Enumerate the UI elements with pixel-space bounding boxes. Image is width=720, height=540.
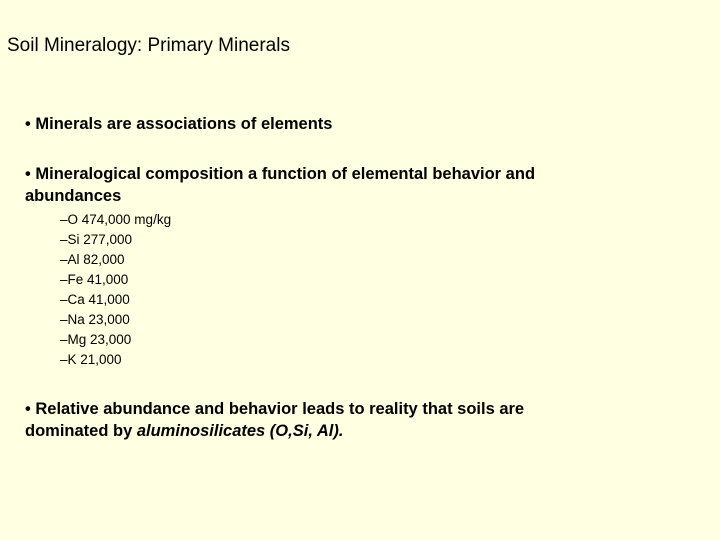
bullet-minerals-associations: • Minerals are associations of elements (25, 115, 333, 133)
bullet-mineralogical-composition: • Mineralogical composition a function of elemental behavior and abundances (25, 165, 536, 205)
slide-title: Soil Mineralogy: Primary Minerals (7, 35, 290, 56)
abundance-item-o: –O 474,000 mg/kg (60, 212, 172, 227)
element-abundance-list (60, 210, 171, 370)
abundance-item-ca: –Ca 41,000 (60, 292, 130, 307)
bullet-relative-abundance-text: • Relative abundance and behavior leads to reality that soils are dominated by (25, 400, 525, 440)
aluminosilicates-emphasis: aluminosilicates (O,Si, Al). (136, 422, 344, 440)
abundance-item-si: –Si 277,000 (60, 232, 133, 247)
abundance-item-fe: –Fe 41,000 (60, 272, 129, 287)
abundance-item-na: –Na 23,000 (60, 312, 130, 327)
abundance-item-mg: –Mg 23,000 (60, 332, 132, 347)
bullet-relative-abundance (25, 398, 545, 442)
abundance-item-al: –Al 82,000 (60, 252, 125, 267)
abundance-item-k: –K 21,000 (60, 352, 122, 367)
